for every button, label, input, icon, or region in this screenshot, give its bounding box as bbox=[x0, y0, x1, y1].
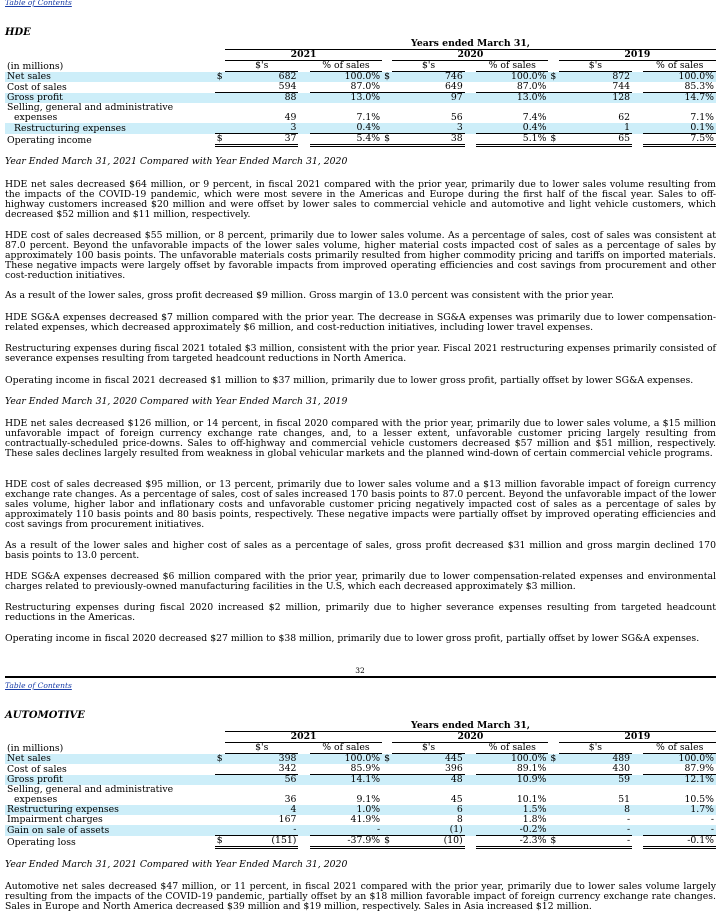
amount-cell: (151) bbox=[225, 836, 298, 848]
percent-cell: 0.4% bbox=[476, 123, 548, 134]
table-row bbox=[5, 113, 716, 123]
amount-cell: 49 bbox=[284, 113, 297, 123]
currency-symbol: $ bbox=[548, 836, 558, 848]
currency-symbol: $ bbox=[382, 134, 392, 146]
amount-cell: 342 bbox=[225, 764, 298, 775]
amount-cell: 682 bbox=[225, 72, 298, 83]
table-row bbox=[5, 795, 716, 805]
column-header-dollars: $'s bbox=[559, 743, 632, 754]
paragraph: HDE net sales decreased $64 million, or 9 percent, in fiscal 2021 compared with the prior year, primarily due to lower sales volume resulting from the impacts of the COVID-19 pandemic, which were most severe in the Americas and Europe during the first half of the fiscal year. Sales to off-highway customers increased $20 million and were offset by lower sales to commercial vehicle and automotive and light vehicle customers, which decreased $52 million and $11 million, respectively. bbox=[5, 179, 716, 220]
amount-cell: 396 bbox=[392, 764, 464, 775]
percent-cell: 10.1% bbox=[516, 795, 547, 805]
percent-cell: -2.3% bbox=[476, 836, 548, 848]
percent-cell: -0.2% bbox=[476, 825, 548, 836]
column-header-dollars: $'s bbox=[392, 743, 464, 754]
row-label: Net sales bbox=[5, 754, 215, 765]
currency-symbol: $ bbox=[382, 754, 392, 765]
page-number: 32 bbox=[355, 666, 365, 675]
year-header: 2021 bbox=[225, 732, 382, 743]
page-divider bbox=[5, 676, 716, 678]
percent-cell: -0.1% bbox=[643, 836, 716, 848]
amount-cell: 36 bbox=[284, 795, 297, 805]
hde-financial-table bbox=[5, 39, 716, 147]
row-label: Gross profit bbox=[5, 775, 215, 786]
table-row bbox=[5, 72, 716, 83]
percent-cell: 7.1% bbox=[356, 113, 381, 123]
paragraph: Restructuring expenses during fiscal 2021 totaled $3 million, consistent with the prior year. Fiscal 2021 restructuring expenses primarily consisted of severance expenses resulting from targeted headcount reductions in North America. bbox=[5, 343, 716, 364]
row-label: Operating income bbox=[7, 134, 92, 146]
currency-symbol: $ bbox=[548, 72, 558, 83]
table-row bbox=[5, 815, 716, 825]
table-row bbox=[5, 805, 716, 815]
amount-cell: 65 bbox=[559, 134, 632, 146]
percent-cell: -37.9% bbox=[310, 836, 382, 848]
percent-cell: 14.1% bbox=[310, 775, 382, 786]
column-header-percent: % of sales bbox=[476, 61, 548, 72]
table-row bbox=[5, 764, 716, 775]
currency-symbol: $ bbox=[215, 134, 225, 146]
percent-cell: 1.0% bbox=[310, 805, 382, 815]
section-title-hde: HDE bbox=[5, 27, 31, 38]
column-header-percent: % of sales bbox=[643, 61, 716, 72]
percent-cell: 41.9% bbox=[350, 815, 381, 825]
amount-cell: 430 bbox=[559, 764, 632, 775]
percent-cell: 87.0% bbox=[310, 82, 382, 93]
amount-cell: 45 bbox=[450, 795, 463, 805]
row-label: Restructuring expenses bbox=[5, 805, 215, 815]
percent-cell: 85.3% bbox=[643, 82, 716, 93]
paragraph: HDE SG&A expenses decreased $7 million compared with the prior year. The decrease in SG&A expenses was primarily due to lower compensation-related expenses, which decreased approximately $6 million, and cost-reduction initiatives, including lower travel expenses. bbox=[5, 312, 716, 333]
row-label: Cost of sales bbox=[7, 82, 67, 93]
amount-cell: - bbox=[225, 825, 298, 836]
amount-cell: 746 bbox=[392, 72, 464, 83]
paragraph: Year Ended March 31, 2021 Compared with Year Ended March 31, 2020 bbox=[5, 859, 348, 870]
amount-cell: 1 bbox=[559, 123, 632, 134]
row-label: Cost of sales bbox=[7, 764, 67, 775]
year-header: 2019 bbox=[559, 50, 716, 61]
percent-cell: 100.0% bbox=[643, 754, 716, 765]
percent-cell: 10.9% bbox=[476, 775, 548, 786]
percent-cell: 0.4% bbox=[310, 123, 382, 134]
amount-cell: 3 bbox=[392, 123, 464, 134]
paragraph: Operating income in fiscal 2021 decreased $1 million to $37 million, primarily due to lower gross profit, partially offset by lower SG&A expenses. bbox=[5, 375, 694, 386]
currency-symbol: $ bbox=[548, 134, 558, 146]
amount-cell: 872 bbox=[559, 72, 632, 83]
row-label: Selling, general and administrative bbox=[7, 103, 174, 113]
percent-cell: 87.9% bbox=[643, 764, 716, 775]
paragraph: HDE net sales decreased $126 million, or 14 percent, in fiscal 2020 compared with the prior year, primarily due to lower sales volume, a $15 million unfavorable impact of foreign currency exchange rate changes, and, to a lesser extent, unfavorable customer pricing largely resulting from contractually-scheduled price-downs. Sales to off-highway and commercial vehicle customers decreased $57 million and $51 million, respectively. These sales declines largely resulted from weakness in global vehicular markets and the planned wind-down of certain commercial vehicle programs. bbox=[5, 418, 716, 459]
amount-cell: - bbox=[559, 836, 632, 848]
amount-cell: 38 bbox=[392, 134, 464, 146]
table-row bbox=[5, 825, 716, 836]
amount-cell: 62 bbox=[618, 113, 631, 123]
table-subheader-row bbox=[5, 743, 716, 754]
year-header: 2021 bbox=[225, 50, 382, 61]
amount-cell: 97 bbox=[392, 93, 464, 104]
table-header-row bbox=[5, 39, 716, 50]
year-header: 2019 bbox=[559, 732, 716, 743]
amount-cell: 8 bbox=[559, 805, 632, 815]
table-row bbox=[5, 82, 716, 93]
currency-symbol: $ bbox=[215, 72, 225, 83]
percent-cell: 12.1% bbox=[643, 775, 716, 786]
column-header-dollars: $'s bbox=[559, 61, 632, 72]
percent-cell: - bbox=[710, 815, 714, 825]
row-label: Gain on sale of assets bbox=[5, 825, 215, 836]
percent-cell: 0.1% bbox=[643, 123, 716, 134]
amount-cell: 445 bbox=[392, 754, 464, 765]
table-row bbox=[5, 775, 716, 786]
currency-symbol: $ bbox=[548, 754, 558, 765]
amount-cell: 744 bbox=[559, 82, 632, 93]
percent-cell: 1.7% bbox=[643, 805, 716, 815]
amount-cell: 167 bbox=[278, 815, 297, 825]
period-header: Years ended March 31, bbox=[225, 721, 716, 732]
column-header-percent: % of sales bbox=[643, 743, 716, 754]
paragraph: Operating income in fiscal 2020 decreased $27 million to $38 million, primarily due to lower gross profit, partially offset by lower SG&A expenses. bbox=[5, 633, 700, 644]
paragraph: HDE cost of sales decreased $95 million, or 13 percent, primarily due to lower sales volume and a $13 million favorable impact of foreign currency exchange rate changes. As a percentage of sales, cost of sales increased 170 basis points to 87.0 percent. Beyond the unfavorable impact of the lower sales volume, higher labor and inflationary costs and unfavorable customer pricing negatively impacted cost of sales as a percentage of sales by approximately 110 basis points and 80 basis points, respectively. These negative impacts were partially offset by improved operating efficiencies and cost savings from procurement initiatives. bbox=[5, 479, 716, 530]
percent-cell: 10.5% bbox=[684, 795, 714, 805]
column-header-percent: % of sales bbox=[476, 743, 548, 754]
amount-cell: 4 bbox=[225, 805, 298, 815]
amount-cell: 59 bbox=[559, 775, 632, 786]
table-header-row bbox=[5, 721, 716, 732]
percent-cell: 89.1% bbox=[476, 764, 548, 775]
column-header-dollars: $'s bbox=[225, 61, 298, 72]
percent-cell: 100.0% bbox=[643, 72, 716, 83]
currency-symbol: $ bbox=[382, 72, 392, 83]
table-of-contents-link[interactable]: Table of Contents bbox=[5, 681, 72, 690]
table-row bbox=[5, 103, 716, 113]
currency-symbol: $ bbox=[215, 836, 225, 848]
amount-cell: 128 bbox=[559, 93, 632, 104]
percent-cell: 100.0% bbox=[476, 72, 548, 83]
paragraph: HDE SG&A expenses decreased $6 million compared with the prior year, primarily due to lower compensation-related expenses and environmental charges related to previously-owned manufacturing facilities in the U.S, which each decreased approximately $3 million. bbox=[5, 571, 716, 592]
percent-cell: 100.0% bbox=[476, 754, 548, 765]
column-header-dollars: $'s bbox=[225, 743, 298, 754]
amount-cell: 594 bbox=[225, 82, 298, 93]
paragraph: Year Ended March 31, 2021 Compared with Year Ended March 31, 2020 bbox=[5, 156, 348, 167]
percent-cell: 1.5% bbox=[476, 805, 548, 815]
paragraph: Automotive net sales decreased $47 million, or 11 percent, in fiscal 2021 compared with the prior year, primarily due to lower sales volume largely resulting from the impacts of the COVID-19 pandemic, partially offset by an $18 million favorable impact of foreign currency exchange rate changes. Sales in Europe and North America decreased $39 million and $19 million, respectively. Sales in Asia increased $12 million. bbox=[5, 881, 716, 912]
row-label: Net sales bbox=[5, 72, 215, 83]
row-label: Restructuring expenses bbox=[5, 123, 215, 134]
amount-cell: 3 bbox=[225, 123, 298, 134]
amount-cell: 8 bbox=[456, 815, 463, 825]
percent-cell: 13.0% bbox=[310, 93, 382, 104]
percent-cell: 14.7% bbox=[643, 93, 716, 104]
table-row bbox=[5, 123, 716, 134]
row-label: Impairment charges bbox=[7, 815, 103, 825]
row-label: Selling, general and administrative bbox=[7, 785, 174, 795]
percent-cell: - bbox=[310, 825, 382, 836]
amount-cell: 649 bbox=[392, 82, 464, 93]
percent-cell: 100.0% bbox=[310, 754, 382, 765]
period-header: Years ended March 31, bbox=[225, 39, 716, 50]
year-header: 2020 bbox=[392, 732, 548, 743]
amount-cell: - bbox=[559, 825, 632, 836]
percent-cell: 7.5% bbox=[643, 134, 716, 146]
percent-cell: 13.0% bbox=[476, 93, 548, 104]
percent-cell: 1.8% bbox=[522, 815, 547, 825]
percent-cell: 7.4% bbox=[522, 113, 547, 123]
amount-cell: 51 bbox=[618, 795, 631, 805]
table-row bbox=[5, 134, 716, 146]
amount-cell: 88 bbox=[225, 93, 298, 104]
row-label: Gross profit bbox=[5, 93, 215, 104]
amount-cell: (10) bbox=[392, 836, 464, 848]
table-row bbox=[5, 754, 716, 765]
table-row bbox=[5, 93, 716, 104]
unit-label: (in millions) bbox=[7, 60, 64, 72]
paragraph: As a result of the lower sales, gross profit decreased $9 million. Gross margin of 13.0 percent was consistent with the prior year. bbox=[5, 290, 614, 301]
year-header: 2020 bbox=[392, 50, 548, 61]
row-label: Operating loss bbox=[7, 836, 76, 848]
section-title-automotive: AUTOMOTIVE bbox=[5, 710, 85, 721]
percent-cell: 85.9% bbox=[310, 764, 382, 775]
unit-label: (in millions) bbox=[7, 742, 64, 754]
paragraph: Restructuring expenses during fiscal 2020 increased $2 million, primarily due to higher severance expenses resulting from targeted headcount reductions in the Americas. bbox=[5, 602, 716, 623]
paragraph: As a result of the lower sales and higher cost of sales as a percentage of sales, gross profit decreased $31 million and gross margin declined 170 basis points to 13.0 percent. bbox=[5, 540, 716, 561]
row-label: expenses bbox=[14, 795, 58, 805]
table-subheader-row bbox=[5, 61, 716, 72]
row-label: expenses bbox=[14, 113, 58, 123]
percent-cell: 7.1% bbox=[690, 113, 714, 123]
amount-cell: 37 bbox=[225, 134, 298, 146]
percent-cell: - bbox=[643, 825, 716, 836]
column-header-percent: % of sales bbox=[310, 61, 382, 72]
paragraph: HDE cost of sales decreased $55 million, or 8 percent, primarily due to lower sales volume. As a percentage of sales, cost of sales was consistent at 87.0 percent. Beyond the unfavorable impacts of the lower sales volume, higher material costs impacted cost of sales as a percentage of sales by approximately 100 basis points. The unfavorable materials costs primarily resulted from higher commodity pricing and tariffs on imported materials. These negative impacts were largely offset by favorable impacts from improved operating efficiencies and cost savings from procurement and other cost-reduction initiatives. bbox=[5, 230, 716, 281]
amount-cell: 6 bbox=[392, 805, 464, 815]
percent-cell: 5.4% bbox=[310, 134, 382, 146]
table-year-row bbox=[5, 732, 716, 743]
table-row bbox=[5, 785, 716, 795]
percent-cell: 5.1% bbox=[476, 134, 548, 146]
amount-cell: 489 bbox=[559, 754, 632, 765]
column-header-dollars: $'s bbox=[392, 61, 464, 72]
currency-symbol: $ bbox=[215, 754, 225, 765]
table-row bbox=[5, 836, 716, 848]
column-header-percent: % of sales bbox=[310, 743, 382, 754]
amount-cell: 48 bbox=[392, 775, 464, 786]
paragraph: Year Ended March 31, 2020 Compared with Year Ended March 31, 2019 bbox=[5, 396, 348, 407]
currency-symbol: $ bbox=[382, 836, 392, 848]
amount-cell: 56 bbox=[450, 113, 463, 123]
amount-cell: 398 bbox=[225, 754, 298, 765]
percent-cell: 100.0% bbox=[310, 72, 382, 83]
amount-cell: - bbox=[626, 815, 631, 825]
percent-cell: 9.1% bbox=[356, 795, 381, 805]
amount-cell: 56 bbox=[225, 775, 298, 786]
table-of-contents-link-top[interactable]: Table of Contents bbox=[5, 0, 72, 7]
automotive-financial-table bbox=[5, 721, 716, 849]
amount-cell: (1) bbox=[392, 825, 464, 836]
percent-cell: 87.0% bbox=[476, 82, 548, 93]
table-year-row bbox=[5, 50, 716, 61]
